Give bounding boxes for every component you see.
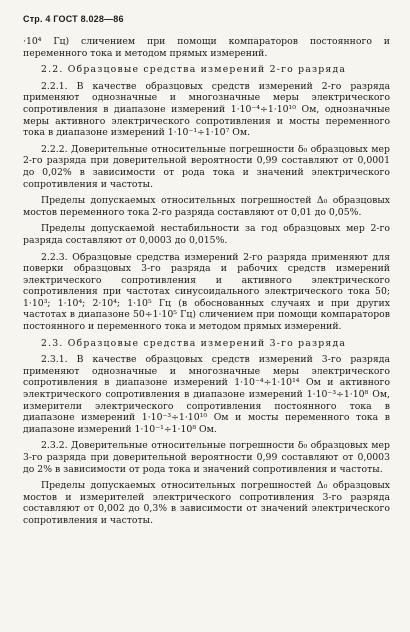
paragraph: 2.3.2. Доверительные относительные погрешности δ₀ образцовых мер 3-го разряда при доверительной вероятности 0,99 составляют от 0,0003 до 2% в зависимости от рода тока и значений сопротивления и частоты.	[23, 440, 390, 475]
document-body	[23, 36, 390, 527]
paragraph: 2.2.3. Образцовые средства измерений 2-го разряда применяют для поверки образцовых 3-го разряда и рабочих средств измерений электрического сопротивления и активного электрического сопротивления при частотах синусоидального электрического тока 50; 1·10³; 1·10⁴; 2·10⁴; 1·10⁵ Гц (в обоснованных случаях и при других частотах в диапазоне 50÷1·10⁵ Гц) сличением при помощи компараторов постоянного и переменного тока и методом прямых измерений.	[23, 251, 390, 333]
page-header: Стр. 4 ГОСТ 8.028—86	[23, 14, 124, 24]
paragraph: Пределы допускаемых относительных погрешностей Δ₀ образцовых мостов переменного тока 2-го разряда составляют от 0,01 до 0,05%.	[23, 195, 390, 218]
paragraph: Пределы допускаемых относительных погрешностей Δ₀ образцовых мостов и измерителей электрического сопротивления 3-го разряда составляют от 0,002 до 0,3% в зависимости от значений электрического сопротивления и частоты.	[23, 480, 390, 526]
section-heading: 2.3. Образцовые средства измерений 3-го разряда	[41, 337, 347, 349]
paragraph: ·10⁴ Гц) сличением при помощи компараторов постоянного и переменного тока и методом прямых измерений.	[23, 36, 390, 59]
paragraph: 2.3.1. В качестве образцовых средств измерений 3-го разряда применяют однозначные и многозначные меры электрического сопротивления в диапазоне измерений 1·10⁻⁴÷1·10¹⁴ Ом и активного электрического сопротивления в диапазоне измерений 1·10⁻³÷1·10⁸ Ом, измерители электрического сопротивления постоянного тока в диапазоне измерений 1·10⁻³÷1·10¹⁰ Ом и мосты переменного тока в диапазоне измерений 1·10⁻¹÷1·10⁸ Ом.	[23, 354, 390, 435]
section-heading: 2.2. Образцовые средства измерений 2-го разряда	[41, 64, 347, 76]
paragraph: 2.2.2. Доверительные относительные погрешности δ₀ образцовых мер 2-го разряда при доверительной вероятности 0,99 составляют от 0,0001 до 0,02% в зависимости от рода тока и значений электрического сопротивления и частоты.	[23, 143, 390, 190]
paragraph: 2.2.1. В качестве образцовых средств измерений 2-го разряда применяют однозначные и многозначные меры электрического сопротивления в диапазоне измерений 1·10⁻⁴÷1·10¹⁰ Ом, однозначные меры активного электрического сопротивления и мосты переменного тока в диапазоне измерений 1·10⁻¹÷1·10⁷ Ом.	[23, 80, 390, 139]
paragraph: Пределы допускаемой нестабильности за год образцовых мер 2-го разряда составляют от 0,0003 до 0,015%.	[23, 223, 390, 246]
